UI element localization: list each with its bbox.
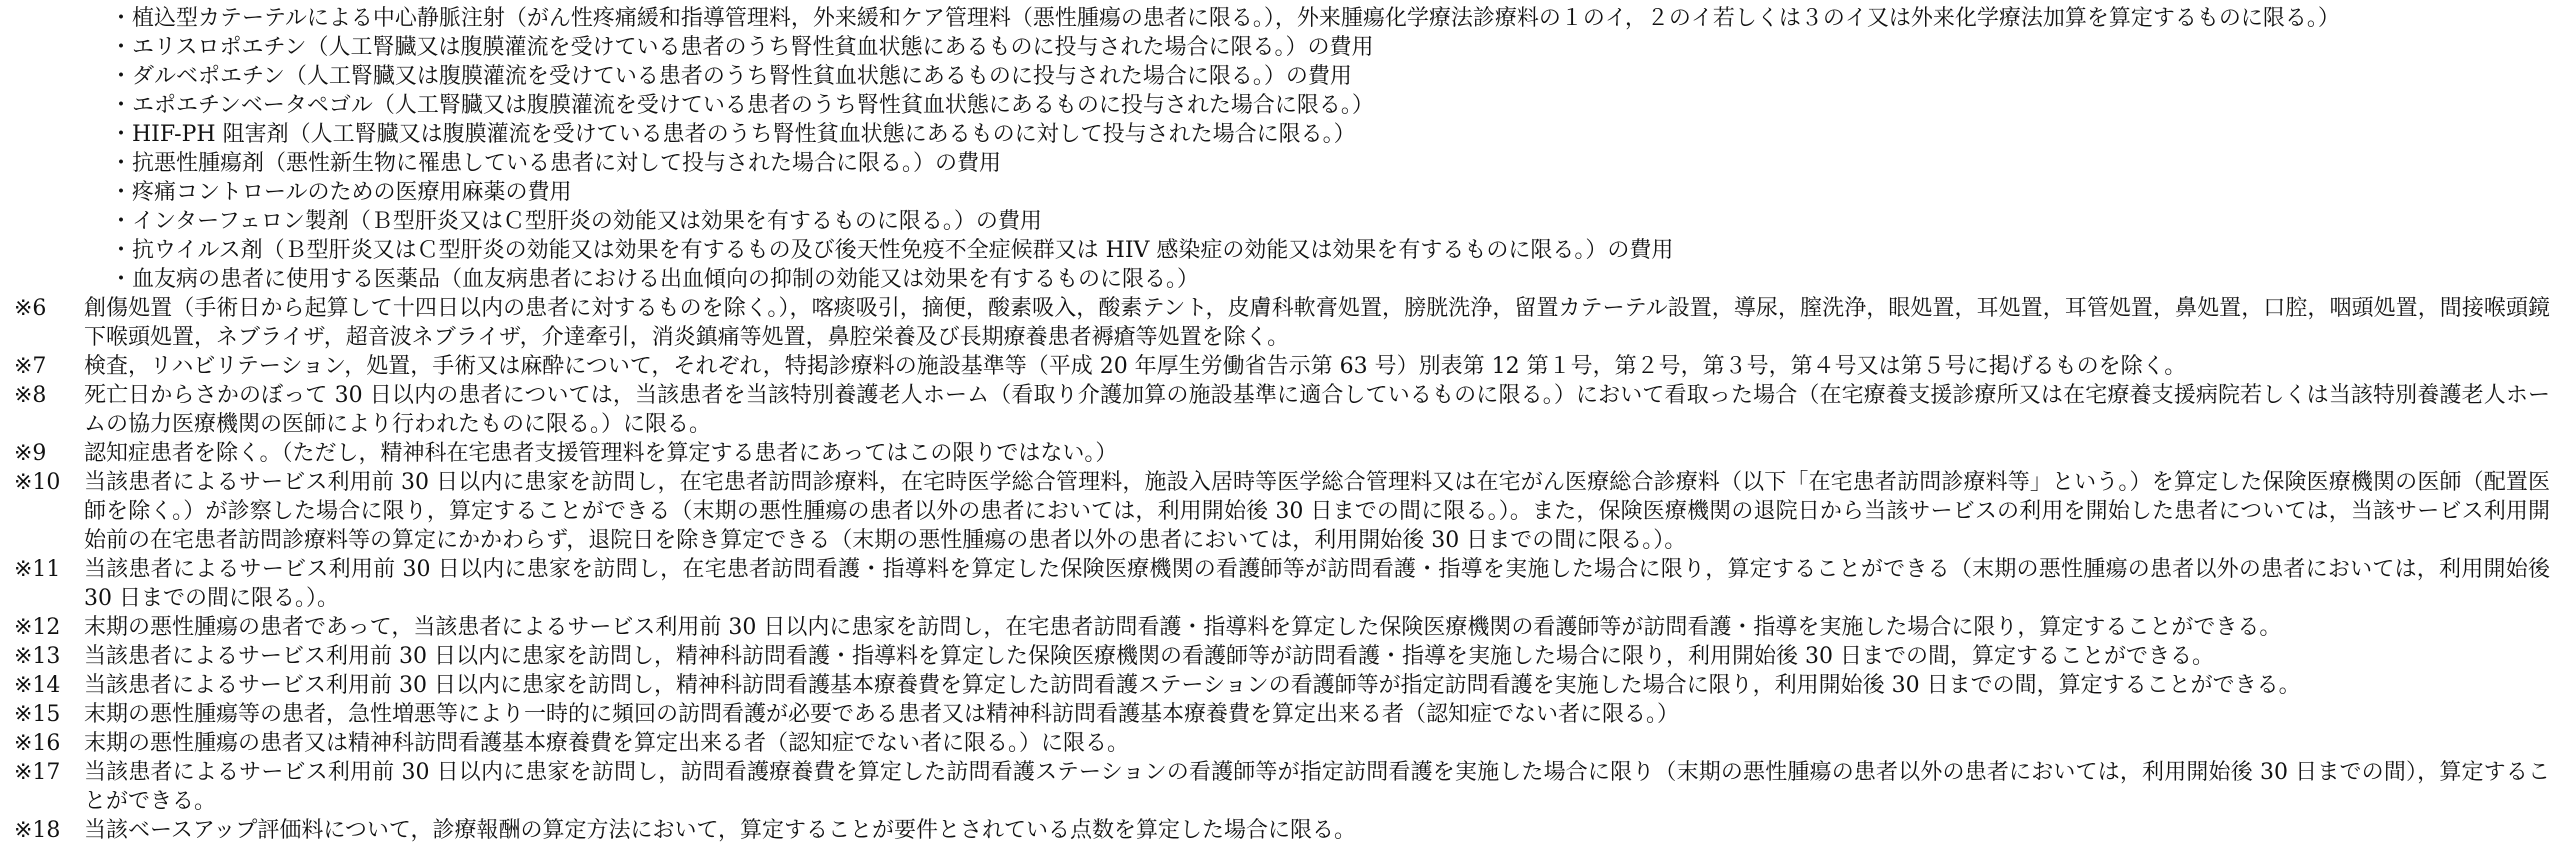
footnote-text: 末期の悪性腫瘍等の患者，急性増悪等により一時的に頻回の訪問看護が必要である患者又は精神科訪問看護基本療養費を算定出来る者（認知症でない者に限る。） bbox=[84, 702, 1680, 727]
footnote-text: 当該患者によるサービス利用前 30 日以内に患家を訪問し，精神科訪問看護・指導料を算定した保険医療機関の看護師等が訪問看護・指導を実施した場合に限り，利用開始後 30 日までの間，算定することができる。 bbox=[84, 644, 2214, 669]
bullet-item: ・エポエチンベータペゴル（人工腎臓又は腹膜灌流を受けている患者のうち腎性貧血状態にあるものに投与された場合に限る。） bbox=[110, 93, 1374, 118]
footnote-13 bbox=[10, 642, 2550, 671]
footnote-text: 認知症患者を除く。（ただし，精神科在宅患者支援管理料を算定する患者にあってはこの限りではない。） bbox=[84, 441, 1118, 466]
footnote-9 bbox=[10, 439, 2550, 468]
footnote-18 bbox=[10, 816, 2550, 845]
footnote-text: 創傷処置（手術日から起算して十四日以内の患者に対するものを除く。），喀痰吸引，摘便，酸素吸入，酸素テント，皮膚科軟膏処置，膀胱洗浄，留置カテーテル設置，導尿，膣洗浄，眼処置，耳処置，耳管処置，鼻処置，口腔，咽頭処置，間接喉頭鏡下喉頭処置，ネブライザ，超音波ネブライザ，介達牽引，消炎鎮痛等処置，鼻腔栄養及び長期療養患者褥瘡等処置を除く。 bbox=[84, 296, 2550, 350]
bullet-item: ・HIF-PH 阻害剤（人工腎臓又は腹膜灌流を受けている患者のうち腎性貧血状態にあるものに対して投与された場合に限る。） bbox=[110, 122, 1356, 147]
footnote-text: 死亡日からさかのぼって 30 日以内の患者については，当該患者を当該特別養護老人ホーム（看取り介護加算の施設基準に適合しているものに限る。）において看取った場合（在宅療養支援診療所又は在宅療養支援病院若しくは当該特別養護老人ホームの協力医療機関の医師により行われたものに限る。）に限る。 bbox=[84, 383, 2550, 437]
footnote-marker: ※7 bbox=[14, 354, 47, 379]
bullet-item: ・血友病の患者に使用する医薬品（血友病患者における出血傾向の抑制の効能又は効果を有するものに限る。） bbox=[110, 267, 1200, 292]
footnote-marker: ※16 bbox=[14, 731, 61, 756]
footnote-marker: ※12 bbox=[14, 615, 61, 640]
footnote-16 bbox=[10, 729, 2550, 758]
footnote-text: 末期の悪性腫瘍の患者であって，当該患者によるサービス利用前 30 日以内に患家を訪問し，在宅患者訪問看護・指導料を算定した保険医療機関の看護師等が訪問看護・指導を実施した場合に限り，算定することができる。 bbox=[84, 615, 2282, 640]
footnote-8 bbox=[10, 381, 2550, 439]
footnote-marker: ※15 bbox=[14, 702, 61, 727]
footnote-marker: ※13 bbox=[14, 644, 61, 669]
footnote-marker: ※11 bbox=[14, 557, 61, 582]
document-page bbox=[10, 4, 2550, 845]
footnote-marker: ※17 bbox=[14, 760, 61, 785]
footnote-text: 当該ベースアップ評価料について，診療報酬の算定方法において，算定することが要件とされている点数を算定した場合に限る。 bbox=[84, 818, 1357, 843]
footnote-14 bbox=[10, 671, 2550, 700]
footnote-marker: ※8 bbox=[14, 383, 47, 408]
footnote-marker: ※18 bbox=[14, 818, 61, 843]
footnote-marker: ※10 bbox=[14, 470, 61, 495]
bullet-item: ・ダルベポエチン（人工腎臓又は腹膜灌流を受けている患者のうち腎性貧血状態にあるものに投与された場合に限る。）の費用 bbox=[110, 64, 1352, 89]
footnote-7 bbox=[10, 352, 2550, 381]
footnote-text: 当該患者によるサービス利用前 30 日以内に患家を訪問し，精神科訪問看護基本療養費を算定した訪問看護ステーションの看護師等が指定訪問看護を実施した場合に限り，利用開始後 30 日までの間，算定することができる。 bbox=[84, 673, 2301, 698]
bullet-item: ・植込型カテーテルによる中心静脈注射（がん性疼痛緩和指導管理料，外来緩和ケア管理料（悪性腫瘍の患者に限る。），外来腫瘍化学療法診療料の１のイ，２のイ若しくは３のイ又は外来化学療法加算を算定するものに限る。） bbox=[110, 6, 2340, 31]
footnote-marker: ※14 bbox=[14, 673, 61, 698]
footnote-17 bbox=[10, 758, 2550, 816]
bullet-item: ・疼痛コントロールのための医療用麻薬の費用 bbox=[110, 180, 572, 205]
footnote-marker: ※9 bbox=[14, 441, 47, 466]
footnote-text: 当該患者によるサービス利用前 30 日以内に患家を訪問し，訪問看護療養費を算定した訪問看護ステーションの看護師等が指定訪問看護を実施した場合に限り（末期の悪性腫瘍の患者以外の患者においては，利用開始後 30 日までの間），算定することができる。 bbox=[84, 760, 2550, 814]
bullet-item: ・抗ウイルス剤（Ｂ型肝炎又はＣ型肝炎の効能又は効果を有するもの及び後天性免疫不全症候群又は HIV 感染症の効能又は効果を有するものに限る。）の費用 bbox=[110, 238, 1674, 263]
footnote-marker: ※6 bbox=[14, 296, 47, 321]
footnote-text: 当該患者によるサービス利用前 30 日以内に患家を訪問し，在宅患者訪問看護・指導料を算定した保険医療機関の看護師等が訪問看護・指導を実施した場合に限り，算定することができる（末期の悪性腫瘍の患者以外の患者においては，利用開始後 30 日までの間に限る。）。 bbox=[84, 557, 2550, 611]
bullet-item: ・エリスロポエチン（人工腎臓又は腹膜灌流を受けている患者のうち腎性貧血状態にあるものに投与された場合に限る。）の費用 bbox=[110, 35, 1374, 60]
footnote-list bbox=[10, 294, 2550, 845]
footnote-text: 当該患者によるサービス利用前 30 日以内に患家を訪問し，在宅患者訪問診療料，在宅時医学総合管理料，施設入居時等医学総合管理料又は在宅がん医療総合診療料（以下「在宅患者訪問診療料等」という。）を算定した保険医療機関の医師（配置医師を除く。）が診察した場合に限り，算定することができる（末期の悪性腫瘍の患者以外の患者においては，利用開始後 30 日までの間に限る。）。また，保険医療機関の退院日から当該サービスの利用を開始した患者については，当該サービス利用開始前の在宅患者訪問診療料等の算定にかかわらず，退院日を除き算定できる（末期の悪性腫瘍の患者以外の患者においては，利用開始後 30 日までの間に限る。）。 bbox=[84, 470, 2550, 553]
footnote-12 bbox=[10, 613, 2550, 642]
footnote-text: 検査，リハビリテーション，処置，手術又は麻酔について，それぞれ，特掲診療料の施設基準等（平成 20 年厚生労働省告示第 63 号）別表第 12 第１号，第２号，第３号，第４号又は第５号に掲げるものを除く。 bbox=[84, 354, 2187, 379]
footnote-6 bbox=[10, 294, 2550, 352]
drug-cost-bullet-list bbox=[10, 4, 2550, 294]
bullet-item: ・抗悪性腫瘍剤（悪性新生物に罹患している患者に対して投与された場合に限る。）の費用 bbox=[110, 151, 1002, 176]
bullet-item: ・インターフェロン製剤（Ｂ型肝炎又はＣ型肝炎の効能又は効果を有するものに限る。）の費用 bbox=[110, 209, 1042, 234]
footnote-11 bbox=[10, 555, 2550, 613]
footnote-15 bbox=[10, 700, 2550, 729]
footnote-10 bbox=[10, 468, 2550, 555]
footnote-text: 末期の悪性腫瘍の患者又は精神科訪問看護基本療養費を算定出来る者（認知症でない者に限る。）に限る。 bbox=[84, 731, 1130, 756]
